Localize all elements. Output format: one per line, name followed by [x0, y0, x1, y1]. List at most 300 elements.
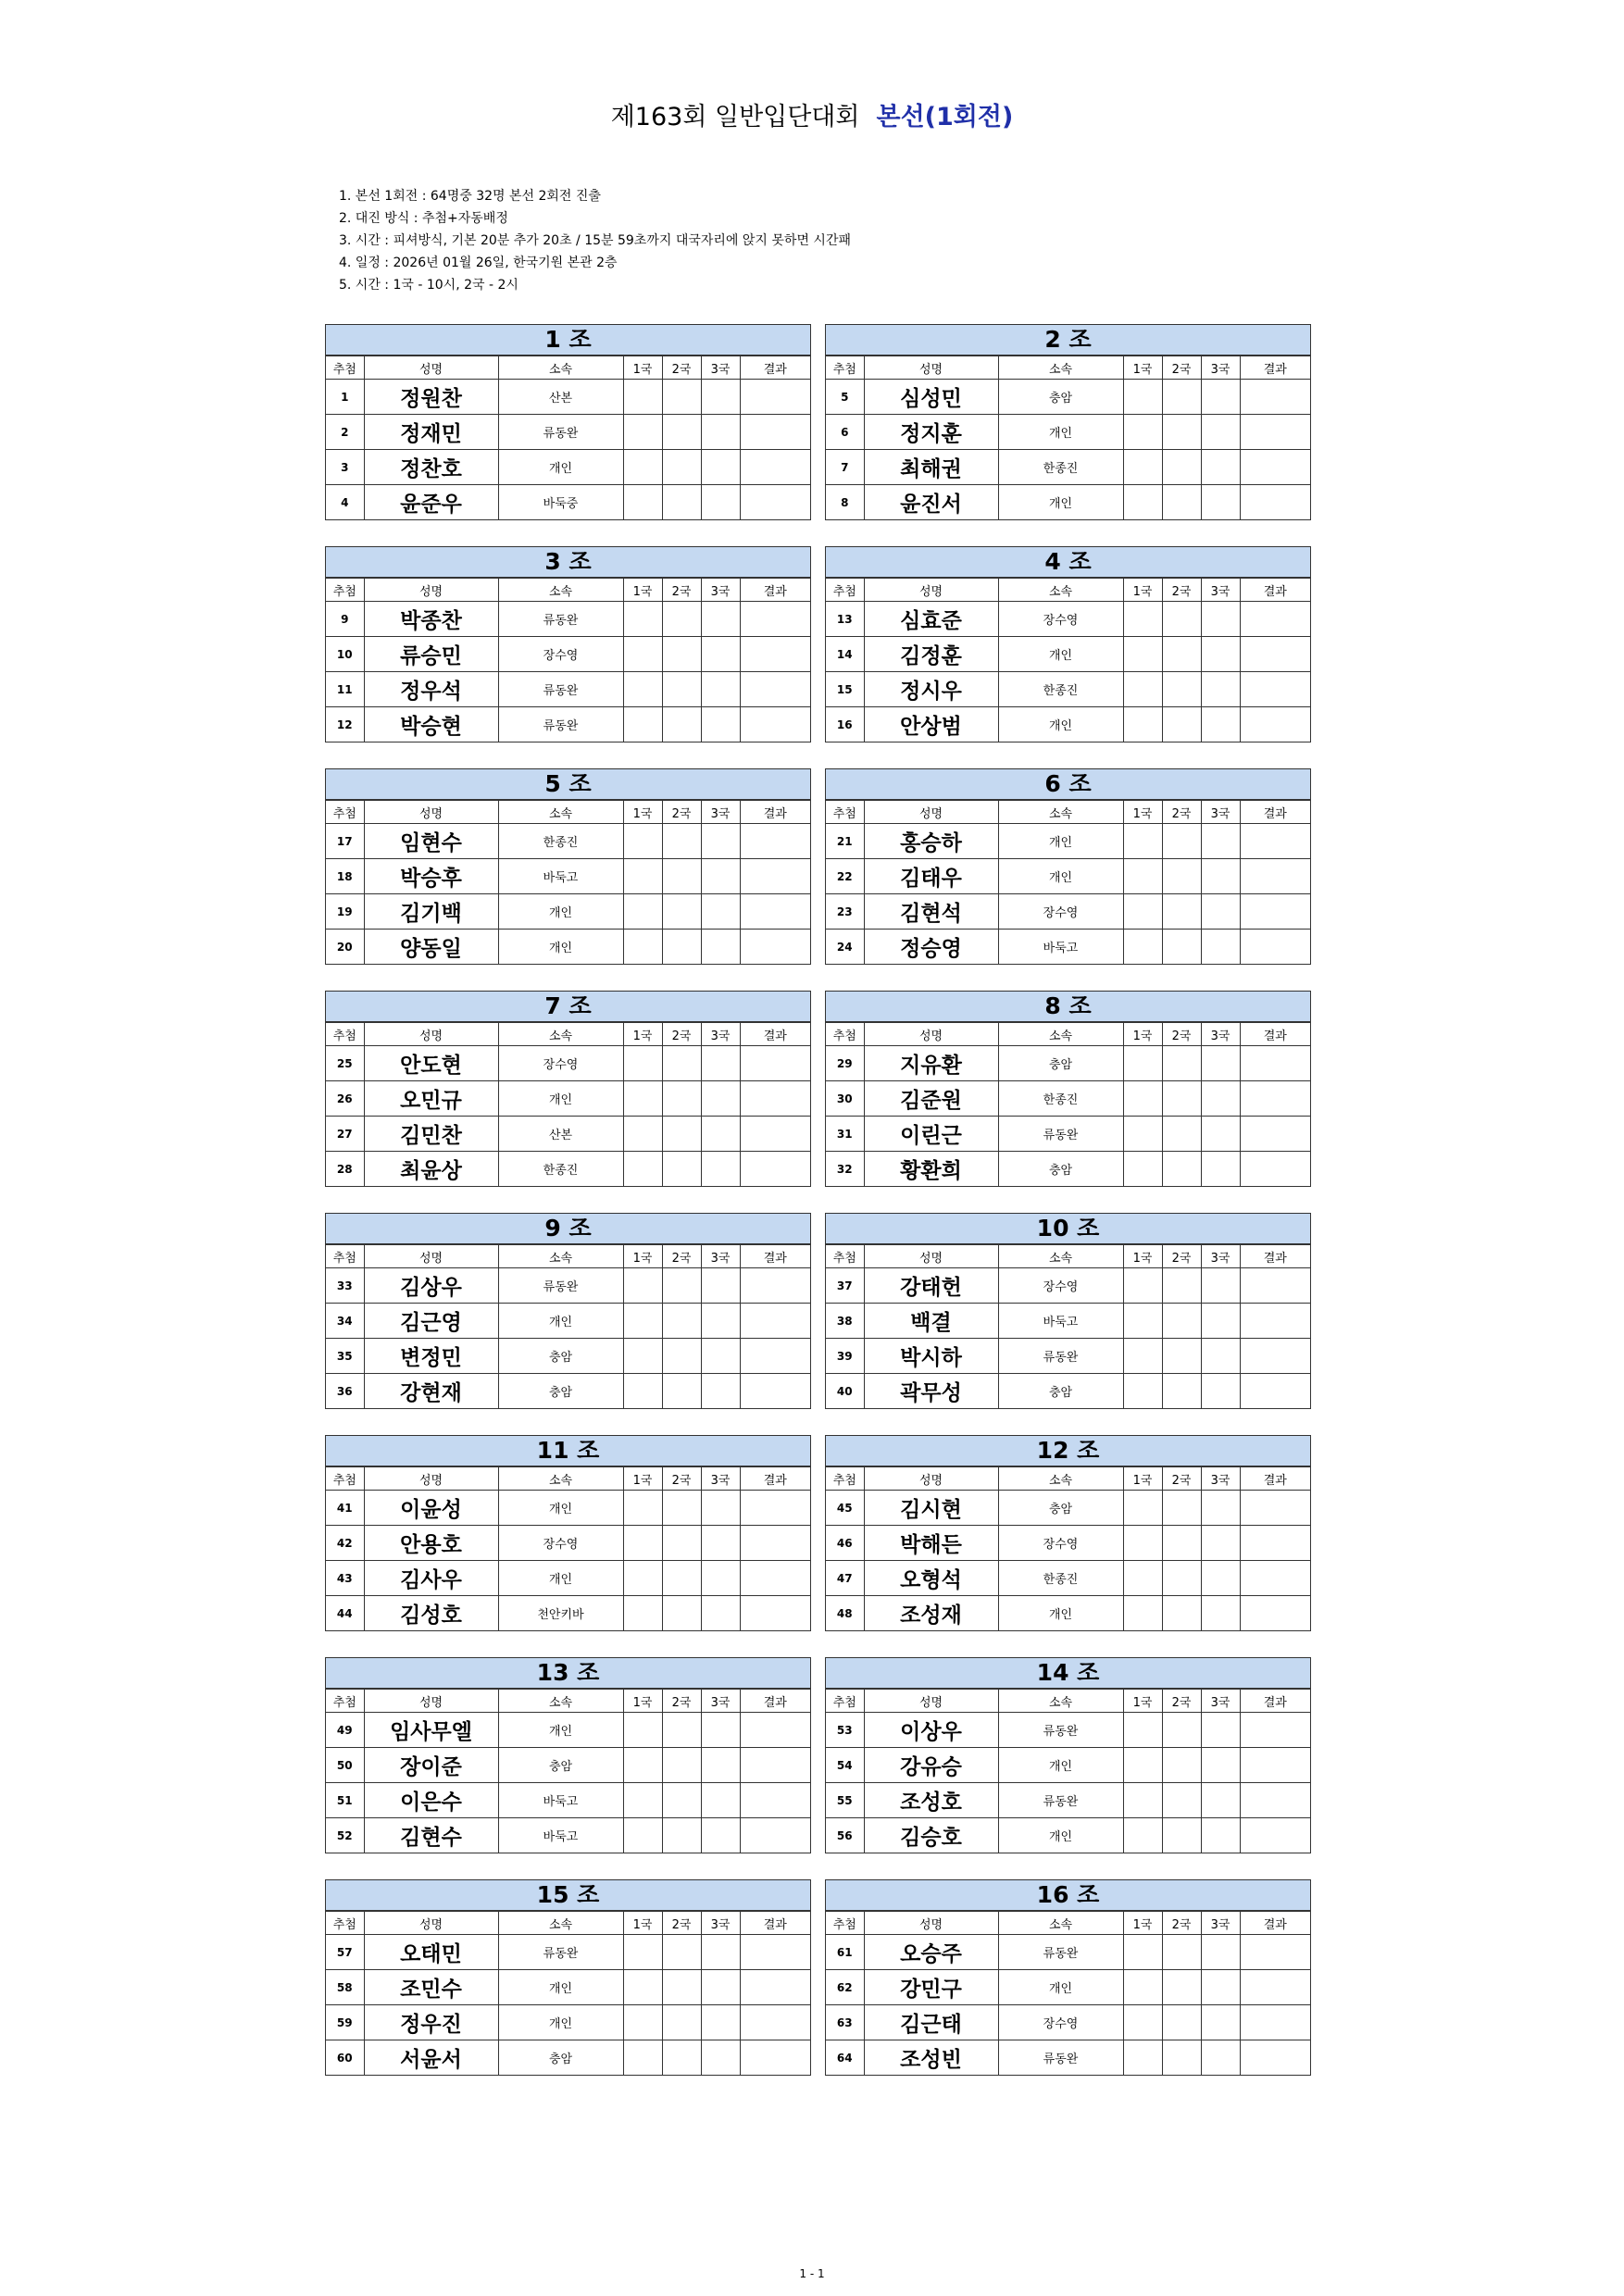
game2-result-cell: [1162, 1152, 1201, 1187]
affiliation-cell: 류동완: [498, 602, 623, 637]
game1-result-cell: [1123, 1081, 1162, 1117]
game3-result-cell: [701, 1526, 740, 1561]
affiliation-cell: 충암: [498, 2040, 623, 2076]
draw-number-cell: 45: [826, 1491, 864, 1526]
table-row: [826, 859, 1310, 894]
draw-number-cell: 23: [826, 894, 864, 930]
affiliation-cell: 개인: [498, 1970, 623, 2005]
table-row: [326, 602, 810, 637]
final-result-cell: [1240, 415, 1310, 450]
game1-result-cell: [1123, 707, 1162, 742]
player-name-cell: 최윤상: [364, 1152, 498, 1187]
final-result-cell: [740, 380, 810, 415]
affiliation-cell: 류동완: [998, 1783, 1123, 1818]
column-header: 3국: [1201, 1467, 1240, 1491]
player-name-cell: 서윤서: [364, 2040, 498, 2076]
final-result-cell: [740, 1713, 810, 1748]
column-header: 1국: [623, 1245, 662, 1268]
draw-number-cell: 61: [826, 1935, 864, 1970]
draw-number-cell: 3: [326, 450, 364, 485]
game3-result-cell: [701, 1152, 740, 1187]
game3-result-cell: [1201, 415, 1240, 450]
draw-number-cell: 49: [326, 1713, 364, 1748]
game2-result-cell: [1162, 415, 1201, 450]
game2-result-cell: [1162, 1818, 1201, 1853]
draw-number-cell: 24: [826, 930, 864, 965]
column-header: 성명: [864, 1912, 998, 1935]
column-header: 추첨: [826, 1690, 864, 1713]
player-name-cell: 임현수: [364, 824, 498, 859]
column-header: 3국: [1201, 356, 1240, 380]
draw-number-cell: 52: [326, 1818, 364, 1853]
game2-result-cell: [1162, 1081, 1201, 1117]
draw-number-cell: 19: [326, 894, 364, 930]
column-header: 소속: [998, 801, 1123, 824]
game1-result-cell: [1123, 1818, 1162, 1853]
group-title: 16 조: [826, 1880, 1310, 1911]
game3-result-cell: [1201, 1491, 1240, 1526]
column-header: 1국: [623, 356, 662, 380]
game2-result-cell: [1162, 2005, 1201, 2040]
table-row: [826, 1713, 1310, 1748]
game1-result-cell: [1123, 859, 1162, 894]
draw-number-cell: 40: [826, 1374, 864, 1409]
draw-number-cell: 30: [826, 1081, 864, 1117]
final-result-cell: [740, 1970, 810, 2005]
column-header: 결과: [1240, 1912, 1310, 1935]
game1-result-cell: [623, 1970, 662, 2005]
game2-result-cell: [1162, 707, 1201, 742]
game1-result-cell: [623, 1935, 662, 1970]
group-title: 8 조: [826, 992, 1310, 1022]
draw-number-cell: 43: [326, 1561, 364, 1596]
affiliation-cell: 장수영: [498, 637, 623, 672]
game2-result-cell: [662, 1970, 701, 2005]
group-title: 3 조: [326, 547, 810, 578]
group-table: [825, 1435, 1311, 1631]
final-result-cell: [1240, 1374, 1310, 1409]
draw-number-cell: 54: [826, 1748, 864, 1783]
affiliation-cell: 개인: [998, 485, 1123, 520]
column-header: 1국: [1123, 801, 1162, 824]
table-row: [826, 380, 1310, 415]
game3-result-cell: [1201, 1596, 1240, 1631]
table-row: [326, 2005, 810, 2040]
draw-number-cell: 17: [326, 824, 364, 859]
final-result-cell: [740, 707, 810, 742]
final-result-cell: [1240, 1748, 1310, 1783]
column-header: 소속: [498, 1690, 623, 1713]
game2-result-cell: [1162, 1596, 1201, 1631]
draw-number-cell: 22: [826, 859, 864, 894]
column-header: 추첨: [826, 1023, 864, 1046]
table-row: [826, 1818, 1310, 1853]
final-result-cell: [1240, 1081, 1310, 1117]
final-result-cell: [1240, 637, 1310, 672]
game2-result-cell: [662, 450, 701, 485]
group-title: 13 조: [326, 1658, 810, 1689]
affiliation-cell: 개인: [498, 930, 623, 965]
table-row: [826, 1596, 1310, 1631]
game3-result-cell: [1201, 1748, 1240, 1783]
final-result-cell: [740, 1117, 810, 1152]
game1-result-cell: [1123, 1304, 1162, 1339]
game2-result-cell: [1162, 1748, 1201, 1783]
game2-result-cell: [1162, 1783, 1201, 1818]
final-result-cell: [1240, 2005, 1310, 2040]
game2-result-cell: [662, 1491, 701, 1526]
table-row: [326, 1339, 810, 1374]
draw-number-cell: 38: [826, 1304, 864, 1339]
draw-number-cell: 63: [826, 2005, 864, 2040]
game1-result-cell: [1123, 380, 1162, 415]
column-header: 소속: [498, 1912, 623, 1935]
column-header: 추첨: [326, 1912, 364, 1935]
column-header: 2국: [1162, 356, 1201, 380]
game2-result-cell: [1162, 1970, 1201, 2005]
affiliation-cell: 한종진: [998, 1081, 1123, 1117]
player-name-cell: 류승민: [364, 637, 498, 672]
affiliation-cell: 개인: [998, 1748, 1123, 1783]
affiliation-cell: 류동완: [998, 1117, 1123, 1152]
game1-result-cell: [1123, 2040, 1162, 2076]
affiliation-cell: 류동완: [998, 1713, 1123, 1748]
final-result-cell: [1240, 1152, 1310, 1187]
table-row: [826, 1526, 1310, 1561]
game1-result-cell: [623, 1152, 662, 1187]
game3-result-cell: [1201, 602, 1240, 637]
player-name-cell: 이린근: [864, 1117, 998, 1152]
column-header: 3국: [1201, 1245, 1240, 1268]
game3-result-cell: [1201, 894, 1240, 930]
column-header: 성명: [864, 801, 998, 824]
game2-result-cell: [1162, 1268, 1201, 1304]
table-row: [826, 1935, 1310, 1970]
player-name-cell: 장이준: [364, 1748, 498, 1783]
game2-result-cell: [1162, 930, 1201, 965]
game2-result-cell: [1162, 1491, 1201, 1526]
column-header: 소속: [498, 1467, 623, 1491]
column-header: 소속: [998, 1245, 1123, 1268]
game2-result-cell: [662, 380, 701, 415]
table-row: [326, 1748, 810, 1783]
final-result-cell: [740, 485, 810, 520]
player-name-cell: 김정훈: [864, 637, 998, 672]
game2-result-cell: [1162, 672, 1201, 707]
final-result-cell: [740, 1046, 810, 1081]
player-name-cell: 오형석: [864, 1561, 998, 1596]
draw-number-cell: 59: [326, 2005, 364, 2040]
affiliation-cell: 장수영: [998, 2005, 1123, 2040]
draw-number-cell: 31: [826, 1117, 864, 1152]
draw-number-cell: 1: [326, 380, 364, 415]
game1-result-cell: [623, 1818, 662, 1853]
table-row: [326, 1374, 810, 1409]
affiliation-cell: 개인: [998, 1596, 1123, 1631]
column-header: 2국: [662, 579, 701, 602]
player-name-cell: 김기백: [364, 894, 498, 930]
game3-result-cell: [1201, 450, 1240, 485]
game3-result-cell: [1201, 1970, 1240, 2005]
player-name-cell: 안용호: [364, 1526, 498, 1561]
player-name-cell: 심성민: [864, 380, 998, 415]
game3-result-cell: [701, 450, 740, 485]
table-row: [826, 894, 1310, 930]
column-header: 결과: [740, 356, 810, 380]
game1-result-cell: [623, 1117, 662, 1152]
column-header: 결과: [1240, 1690, 1310, 1713]
game2-result-cell: [662, 1081, 701, 1117]
player-name-cell: 정우석: [364, 672, 498, 707]
group-title: 14 조: [826, 1658, 1310, 1689]
player-name-cell: 최해권: [864, 450, 998, 485]
game2-result-cell: [662, 637, 701, 672]
game2-result-cell: [1162, 1526, 1201, 1561]
final-result-cell: [1240, 1561, 1310, 1596]
game2-result-cell: [662, 894, 701, 930]
column-header: 성명: [364, 1467, 498, 1491]
column-header: 2국: [1162, 801, 1201, 824]
game3-result-cell: [1201, 1818, 1240, 1853]
header-row: [826, 1467, 1310, 1491]
player-name-cell: 정지훈: [864, 415, 998, 450]
affiliation-cell: 장수영: [998, 1526, 1123, 1561]
draw-number-cell: 60: [326, 2040, 364, 2076]
affiliation-cell: 개인: [998, 415, 1123, 450]
column-header: 2국: [1162, 1245, 1201, 1268]
game2-result-cell: [662, 1526, 701, 1561]
table-row: [326, 1713, 810, 1748]
header-row: [326, 579, 810, 602]
group-title: 1 조: [326, 325, 810, 356]
affiliation-cell: 바둑중: [498, 485, 623, 520]
draw-number-cell: 34: [326, 1304, 364, 1339]
column-header: 1국: [623, 579, 662, 602]
player-name-cell: 박승현: [364, 707, 498, 742]
column-header: 결과: [740, 579, 810, 602]
game1-result-cell: [1123, 1046, 1162, 1081]
group-title: 5 조: [326, 769, 810, 800]
game3-result-cell: [1201, 1374, 1240, 1409]
game2-result-cell: [662, 1046, 701, 1081]
game1-result-cell: [1123, 1491, 1162, 1526]
column-header: 결과: [1240, 579, 1310, 602]
game3-result-cell: [1201, 1526, 1240, 1561]
affiliation-cell: 충암: [498, 1339, 623, 1374]
final-result-cell: [740, 1491, 810, 1526]
game3-result-cell: [701, 2005, 740, 2040]
affiliation-cell: 충암: [998, 1374, 1123, 1409]
affiliation-cell: 장수영: [998, 602, 1123, 637]
game1-result-cell: [623, 1748, 662, 1783]
game3-result-cell: [701, 1046, 740, 1081]
game2-result-cell: [1162, 824, 1201, 859]
game3-result-cell: [701, 1818, 740, 1853]
game3-result-cell: [1201, 1304, 1240, 1339]
affiliation-cell: 충암: [498, 1374, 623, 1409]
title-main: 제163회 일반입단대회: [610, 103, 860, 131]
column-header: 3국: [1201, 1023, 1240, 1046]
game1-result-cell: [1123, 1970, 1162, 2005]
game3-result-cell: [701, 1935, 740, 1970]
game1-result-cell: [1123, 1152, 1162, 1187]
affiliation-cell: 한종진: [998, 450, 1123, 485]
player-name-cell: 김현석: [864, 894, 998, 930]
table-row: [826, 1152, 1310, 1187]
player-name-cell: 윤준우: [364, 485, 498, 520]
final-result-cell: [740, 450, 810, 485]
column-header: 소속: [998, 1023, 1123, 1046]
affiliation-cell: 개인: [998, 824, 1123, 859]
player-name-cell: 김사우: [364, 1561, 498, 1596]
final-result-cell: [740, 1268, 810, 1304]
draw-number-cell: 14: [826, 637, 864, 672]
table-row: [826, 415, 1310, 450]
final-result-cell: [1240, 1818, 1310, 1853]
table-row: [826, 824, 1310, 859]
game2-result-cell: [662, 485, 701, 520]
group-title: 4 조: [826, 547, 1310, 578]
final-result-cell: [740, 1081, 810, 1117]
column-header: 성명: [864, 579, 998, 602]
player-name-cell: 이은수: [364, 1783, 498, 1818]
game3-result-cell: [701, 2040, 740, 2076]
player-name-cell: 지유환: [864, 1046, 998, 1081]
player-name-cell: 홍승하: [864, 824, 998, 859]
game3-result-cell: [1201, 380, 1240, 415]
column-header: 추첨: [826, 1467, 864, 1491]
game1-result-cell: [623, 1596, 662, 1631]
table-row: [826, 1783, 1310, 1818]
player-name-cell: 박종찬: [364, 602, 498, 637]
header-row: [826, 579, 1310, 602]
game1-result-cell: [623, 2005, 662, 2040]
player-name-cell: 김시현: [864, 1491, 998, 1526]
game1-result-cell: [623, 380, 662, 415]
player-name-cell: 정재민: [364, 415, 498, 450]
game3-result-cell: [701, 859, 740, 894]
final-result-cell: [740, 1304, 810, 1339]
final-result-cell: [740, 2040, 810, 2076]
column-header: 결과: [740, 801, 810, 824]
draw-number-cell: 13: [826, 602, 864, 637]
draw-number-cell: 4: [326, 485, 364, 520]
draw-number-cell: 7: [826, 450, 864, 485]
player-name-cell: 백결: [864, 1304, 998, 1339]
affiliation-cell: 류동완: [998, 1935, 1123, 1970]
table-row: [326, 1783, 810, 1818]
game2-result-cell: [662, 1935, 701, 1970]
table-row: [326, 930, 810, 965]
header-row: [826, 1912, 1310, 1935]
draw-number-cell: 50: [326, 1748, 364, 1783]
game3-result-cell: [1201, 824, 1240, 859]
draw-number-cell: 41: [326, 1491, 364, 1526]
column-header: 3국: [1201, 801, 1240, 824]
group-title: 12 조: [826, 1436, 1310, 1466]
player-name-cell: 강태헌: [864, 1268, 998, 1304]
game3-result-cell: [1201, 1152, 1240, 1187]
game2-result-cell: [662, 2005, 701, 2040]
group-table: [825, 1879, 1311, 2076]
column-header: 1국: [623, 1690, 662, 1713]
notes-list: [339, 185, 851, 296]
game3-result-cell: [701, 1081, 740, 1117]
final-result-cell: [740, 2005, 810, 2040]
affiliation-cell: 류동완: [498, 1935, 623, 1970]
affiliation-cell: 바둑고: [498, 859, 623, 894]
table-row: [326, 2040, 810, 2076]
player-name-cell: 심효준: [864, 602, 998, 637]
game1-result-cell: [1123, 450, 1162, 485]
table-row: [326, 415, 810, 450]
game1-result-cell: [1123, 1268, 1162, 1304]
game3-result-cell: [1201, 2005, 1240, 2040]
table-row: [826, 1081, 1310, 1117]
player-name-cell: 오태민: [364, 1935, 498, 1970]
column-header: 1국: [623, 801, 662, 824]
game1-result-cell: [623, 1561, 662, 1596]
game2-result-cell: [1162, 1561, 1201, 1596]
player-name-cell: 김승호: [864, 1818, 998, 1853]
affiliation-cell: 개인: [998, 637, 1123, 672]
table-row: [826, 1491, 1310, 1526]
affiliation-cell: 천안키바: [498, 1596, 623, 1631]
group-table: [325, 1879, 811, 2076]
column-header: 3국: [701, 579, 740, 602]
column-header: 성명: [364, 579, 498, 602]
group-title: 15 조: [326, 1880, 810, 1911]
final-result-cell: [740, 1818, 810, 1853]
draw-number-cell: 32: [826, 1152, 864, 1187]
final-result-cell: [740, 1374, 810, 1409]
affiliation-cell: 충암: [998, 1046, 1123, 1081]
affiliation-cell: 개인: [998, 1970, 1123, 2005]
table-row: [326, 1818, 810, 1853]
column-header: 결과: [740, 1023, 810, 1046]
group-title: 9 조: [326, 1214, 810, 1244]
game1-result-cell: [623, 450, 662, 485]
column-header: 결과: [1240, 1245, 1310, 1268]
player-name-cell: 정우진: [364, 2005, 498, 2040]
affiliation-cell: 류동완: [498, 415, 623, 450]
game3-result-cell: [701, 824, 740, 859]
table-row: [326, 1526, 810, 1561]
group-table: [825, 546, 1311, 742]
group-table: [325, 1657, 811, 1853]
player-name-cell: 박시하: [864, 1339, 998, 1374]
page-number: 1 - 1: [799, 2267, 825, 2280]
game2-result-cell: [662, 859, 701, 894]
column-header: 추첨: [326, 1245, 364, 1268]
column-header: 2국: [662, 1467, 701, 1491]
affiliation-cell: 개인: [498, 1491, 623, 1526]
game3-result-cell: [701, 415, 740, 450]
game1-result-cell: [623, 672, 662, 707]
game1-result-cell: [1123, 1935, 1162, 1970]
table-row: [826, 485, 1310, 520]
game2-result-cell: [1162, 1935, 1201, 1970]
column-header: 성명: [864, 1467, 998, 1491]
affiliation-cell: 개인: [998, 707, 1123, 742]
game2-result-cell: [1162, 1304, 1201, 1339]
draw-number-cell: 62: [826, 1970, 864, 2005]
column-header: 결과: [1240, 801, 1310, 824]
table-row: [826, 1561, 1310, 1596]
header-row: [826, 1690, 1310, 1713]
game3-result-cell: [701, 894, 740, 930]
column-header: 추첨: [326, 1467, 364, 1491]
